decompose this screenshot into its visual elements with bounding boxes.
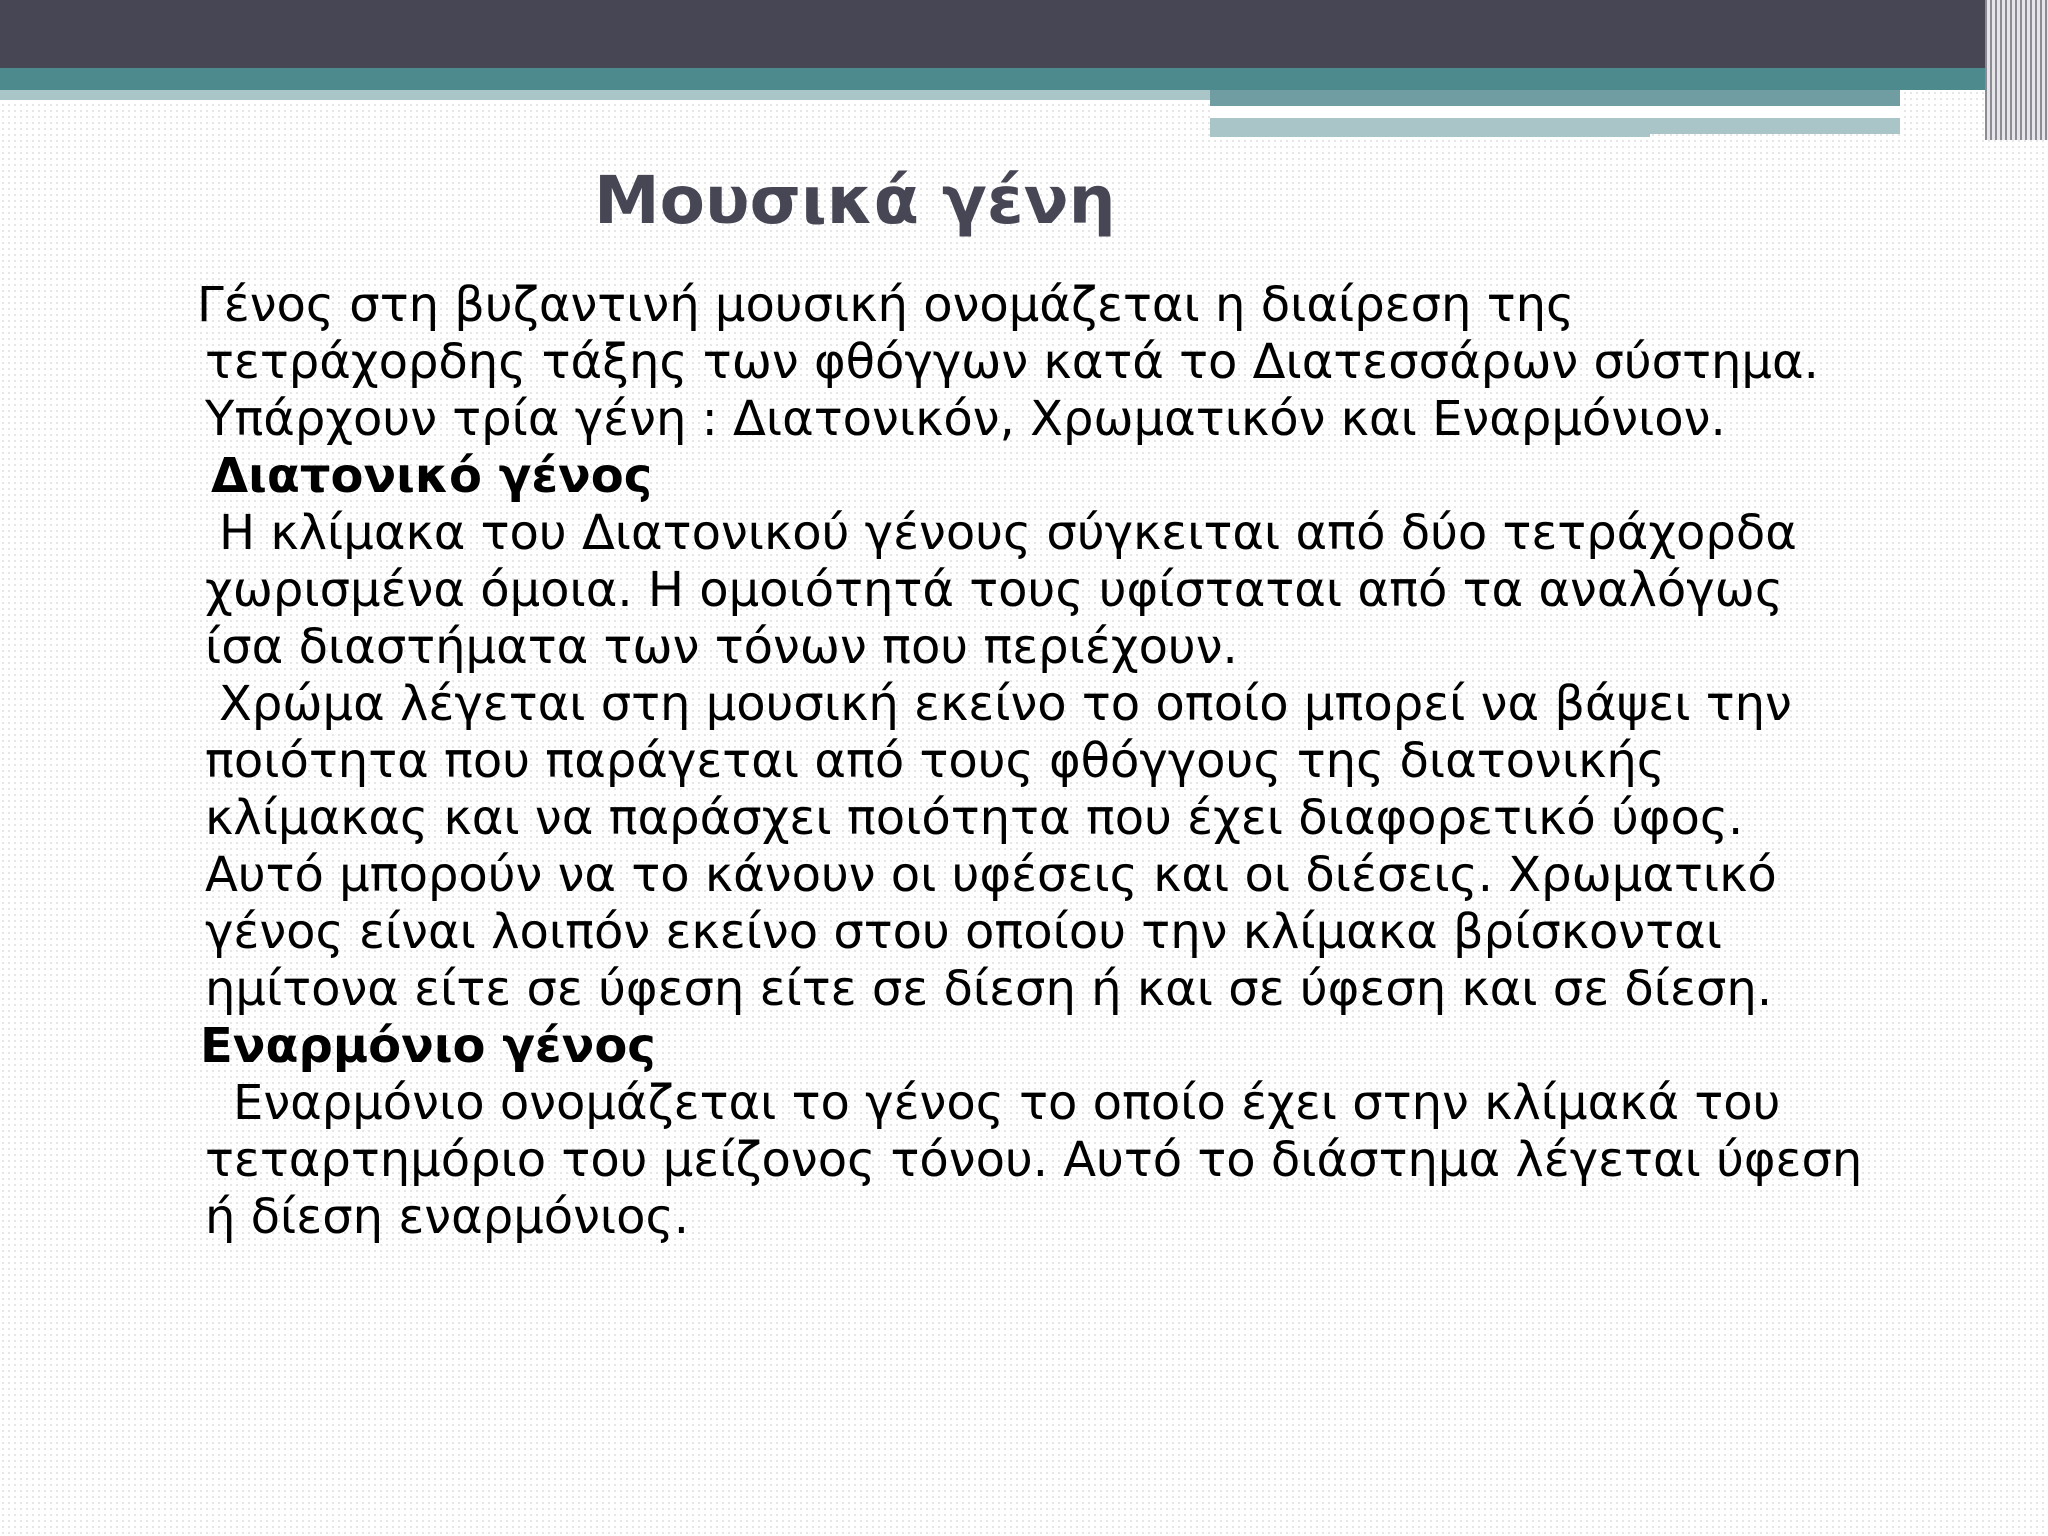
enharmonic-heading: Εναρμόνιο γένος <box>200 1018 656 1074</box>
header-light-stripe-right-end <box>1650 118 1900 134</box>
header-teal-band <box>0 68 1985 90</box>
diatonic-paragraph: Η κλίμακα του Διατονικού γένους σύγκειται από δύο τετράχορδα χωρισμένα όμοια. Η ομοιότητά τους υφίσταται από τα αναλόγως ίσα διαστήματα των τόνων που περιέχουν. <box>205 505 1797 675</box>
header-vertical-lines <box>1985 0 2048 140</box>
header-teal-stripe-right <box>1210 90 1900 106</box>
chromatic-paragraph: Χρώμα λέγεται στη μουσική εκείνο το οποίο μπορεί να βάψει την ποιότητα που παράγεται από τους φθόγγους της διατονικής κλίμακας και να παράσχει ποιότητα που έχει διαφορετικό ύφος. Αυτό μπορούν να το κάνουν οι υφέσεις και οι διέσεις. Χρωματικό γένος είναι λοιπόν εκείνο στου οποίου την κλίμακα βρίσκονται ημίτονα είτε σε ύφεση είτε σε δίεση ή και σε ύφεση και σε δίεση. <box>205 676 1792 1017</box>
enharmonic-paragraph: Εναρμόνιο ονομάζεται το γένος το οποίο έχει στην κλίμακά του τεταρτημόριο του μείζονος τόνου. Αυτό το διάστημα λέγεται ύφεση ή δίεση εναρμόνιος. <box>205 1075 1863 1245</box>
diatonic-heading: Διατονικό γένος <box>211 448 653 504</box>
header-dark-bar <box>0 0 1985 68</box>
intro-paragraph: Γένος στη βυζαντινή μουσική ονομάζεται η διαίρεση της τετράχορδης τάξης των φθόγγων κατά το Διατεσσάρων σύστημα. Υπάρχουν τρία γένη : Διατονικόν, Χρωματικόν και Εναρμόνιον. <box>197 277 1819 447</box>
slide-title: Μουσικά γένη <box>594 162 1116 239</box>
header-white-gap <box>1210 106 1900 118</box>
header-light-stripe-left <box>0 90 1210 100</box>
header-light-stripe-right <box>1210 118 1650 137</box>
slide-body <box>197 277 1965 1246</box>
